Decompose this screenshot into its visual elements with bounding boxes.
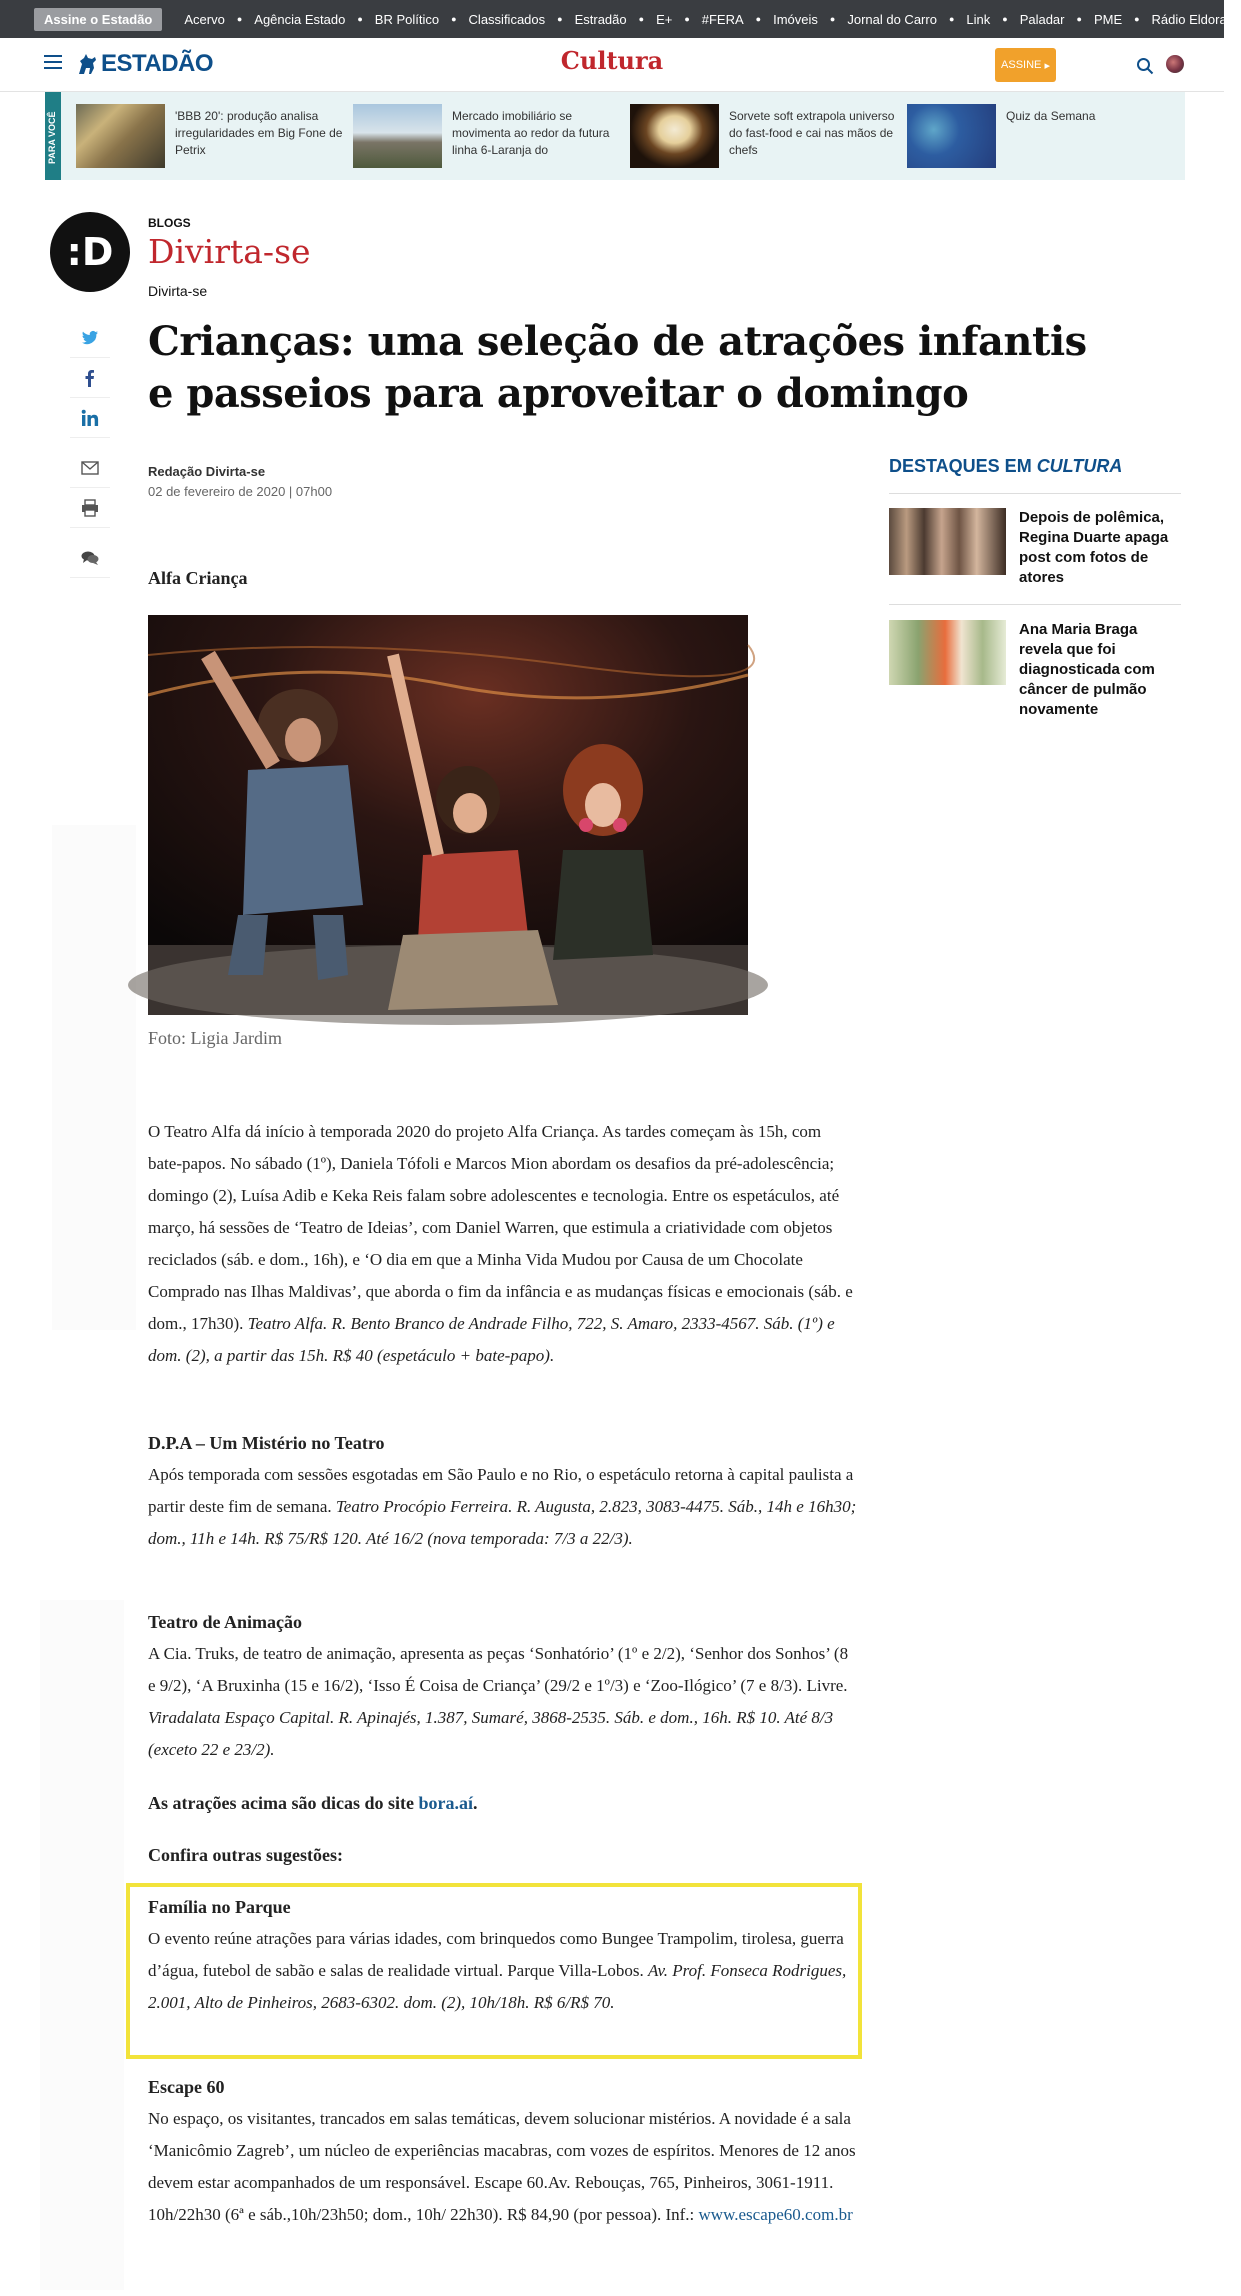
separator-dot: ● xyxy=(684,14,690,24)
blogs-label: BLOGS xyxy=(148,216,191,230)
separator-dot: ● xyxy=(1076,14,1082,24)
site-header xyxy=(0,38,1224,92)
sidebar-title xyxy=(889,456,1122,477)
article-author[interactable]: Redação Divirta-se xyxy=(148,464,266,479)
paragraph-text: O evento reúne atrações para várias idades, com brinquedos como Bungee Trampolim, tirolesa, guerra d’água, futebol de sabão e salas de realidade virtual. Parque Villa-Lobos. xyxy=(148,1929,844,1980)
network-link[interactable]: BR Político xyxy=(374,11,440,27)
sidebar-story[interactable] xyxy=(889,508,1181,598)
article-paragraph xyxy=(148,1427,858,1555)
thumbnail-image xyxy=(889,620,1006,685)
separator-dot: ● xyxy=(236,14,243,24)
article-paragraph xyxy=(148,1787,858,1820)
top-network-bar xyxy=(0,0,1241,38)
envelope-icon xyxy=(80,458,100,478)
twitter-icon xyxy=(80,328,100,348)
para-voce-item-text: Sorvete soft extrapola universo do fast-food e cai nas mãos de chefs xyxy=(729,109,895,157)
article-photo xyxy=(148,615,748,1015)
search-icon[interactable] xyxy=(1136,57,1154,75)
separator-dot: ● xyxy=(1134,14,1140,24)
article-date: 02 de fevereiro de 2020 | 07h00 xyxy=(148,484,333,499)
network-link[interactable]: Paladar xyxy=(1019,11,1065,27)
article-headline: Crianças: uma seleção de atrações infantis e passeios para aproveitar o domingo xyxy=(148,318,1087,417)
section-heading: D.P.A – Um Mistério no Teatro xyxy=(148,1433,385,1453)
thumbnail-image xyxy=(630,104,719,168)
network-link[interactable]: #FERA xyxy=(701,11,744,27)
bora-ai-link[interactable]: bora.aí xyxy=(418,1793,473,1813)
ad-placeholder xyxy=(52,825,136,1330)
photo-caption: Foto: Ligia Jardim xyxy=(148,1028,282,1048)
para-voce-item-text: 'BBB 20': produção analisa irregularidades em Big Fone de Petrix xyxy=(175,109,343,157)
blog-logo[interactable]: :D xyxy=(50,212,130,292)
paragraph-text: As atrações acima são dicas do site xyxy=(148,1793,419,1813)
paragraph-text: Após temporada com sessões esgotadas em São Paulo e no Rio, o espetáculo retorna à capital paulista a partir deste fim de semana. xyxy=(148,1465,854,1516)
linkedin-icon xyxy=(80,408,100,428)
separator-dot: ● xyxy=(1002,14,1008,24)
network-link[interactable]: Link xyxy=(966,11,991,27)
event-info: Teatro Alfa. R. Bento Branco de Andrade Filho, 722, S. Amaro, 2333-4567. Sáb. (1º) e dom. (2), a partir das 15h. R$ 40 (espetáculo + bate-papo). xyxy=(148,1314,835,1365)
subscribe-label: ASSINE xyxy=(1001,59,1042,71)
twitter-share-button[interactable] xyxy=(70,318,110,358)
linkedin-share-button[interactable] xyxy=(70,398,110,438)
network-link[interactable]: Acervo xyxy=(184,11,225,27)
thumbnail-image xyxy=(907,104,996,168)
separator-dot: ● xyxy=(948,14,955,24)
para-voce-tab xyxy=(45,92,61,180)
facebook-icon xyxy=(80,368,100,388)
article-paragraph xyxy=(148,1116,858,1372)
separator-dot: ● xyxy=(557,14,563,24)
network-link[interactable]: PME xyxy=(1093,11,1123,27)
network-link[interactable]: Estradão xyxy=(574,11,627,27)
separator-dot: ● xyxy=(451,14,457,24)
separator-dot: ● xyxy=(638,14,645,24)
comments-button[interactable] xyxy=(70,538,110,578)
separator-dot: ● xyxy=(357,14,363,24)
paragraph-text: No espaço, os visitantes, trancados em salas temáticas, devem solucionar mistérios. A novidade é a sala ‘Manicômio Zagreb’, um núcleo de experiências macabras, com vozes de espíritos. Menores de 12 anos devem estar acompanhados de um responsável. Escape 60.Av. Rebouças, 765, Pinheiros, 3061-1911. 10h/22h30 (6ª e sáb.,10h/23h50; dom., 10h/ 22h30). R$ 84,90 (por pessoa). Inf.: xyxy=(148,2109,856,2224)
user-avatar-icon[interactable] xyxy=(1166,55,1184,73)
sidebar-title-prefix: DESTAQUES EM xyxy=(889,456,1037,476)
thumbnail-image xyxy=(889,508,1006,575)
network-link[interactable]: Jornal do Carro xyxy=(847,11,937,27)
network-link[interactable]: E+ xyxy=(656,11,673,27)
share-bar xyxy=(70,318,110,578)
paragraph-text: A Cia. Truks, de teatro de animação, apresenta as peças ‘Sonhatório’ (1º e 2/2), ‘Senhor dos Sonhos’ (8 e 9/2), ‘A Bruxinha (15 e 16/2), ‘Isso É Coisa de Criança’ (29/2 e 1º/3) e ‘Zoo-Ilógico’ (7 e 8/3). Livre. xyxy=(148,1644,849,1695)
event-info: Av. Prof. Fonseca Rodrigues, 2.001, Alto de Pinheiros, 2683-6302. dom. (2), 10h/18h. R$ 6/R$ 70. xyxy=(148,1961,847,2012)
blog-subtitle: Divirta-se xyxy=(148,283,208,299)
divider xyxy=(889,604,1181,605)
printer-icon xyxy=(80,498,100,518)
paragraph-text: O Teatro Alfa dá início à temporada 2020 do projeto Alfa Criança. As tardes começam às 15h, com bate-papos. No sábado (1º), Daniela Tófoli e Marcos Mion abordam os desafios da pré-adolescência; domingo (2), Luísa Adib e Keka Reis falam sobre adolescentes e tecnologia. Entre os espetáculos, até março, há sessões de ‘Teatro de Ideias’, com Daniel Warren, que estimula a criatividade com objetos reciclados (sáb. e dom., 16h), e ‘O dia em que a Minha Vida Mudou por Causa de um Chocolate Comprado nas Ilhas Maldivas’, que aborda o fim da infância e as mudanças físicas e emocionais (sáb. e dom., 17h30). xyxy=(148,1122,853,1333)
para-voce-item[interactable] xyxy=(907,104,1177,168)
network-link[interactable]: Agência Estado xyxy=(254,11,346,27)
network-links xyxy=(184,12,1241,27)
section-heading: Confira outras sugestões: xyxy=(148,1845,343,1865)
article-paragraph xyxy=(148,1891,858,2019)
section-heading-text: Alfa Criança xyxy=(148,568,248,588)
para-voce-item-text: Mercado imobiliário se movimenta ao redor da futura linha 6-Laranja do xyxy=(452,109,610,157)
escape60-link[interactable]: www.escape60.com.br xyxy=(698,2205,853,2224)
event-info: Teatro Procópio Ferreira. R. Augusta, 2.823, 3083-4475. Sáb., 14h e 16h30; dom., 11h e 14h. R$ 75/R$ 120. Até 16/2 (nova temporada: 7/3 a 22/3). xyxy=(148,1497,857,1548)
sidebar-story-title: Depois de polêmica, Regina Duarte apaga post com fotos de atores xyxy=(1019,509,1169,586)
ad-placeholder xyxy=(40,1600,124,2290)
section-title[interactable]: Cultura xyxy=(560,46,664,75)
network-link[interactable]: Imóveis xyxy=(773,11,818,27)
event-info: Viradalata Espaço Capital. R. Apinajés, 1.387, Sumaré, 3868-2535. Sáb. e dom., 16h. R$ 10. Até 8/3 (exceto 22 e 23/2). xyxy=(148,1708,834,1759)
subscribe-estadao-link[interactable]: Assine o Estadão xyxy=(34,8,162,31)
para-voce-label: PARA VOCÊ xyxy=(47,111,57,164)
divider xyxy=(889,493,1181,494)
thumbnail-image xyxy=(76,104,165,168)
sidebar-title-section: CULTURA xyxy=(1036,456,1123,476)
sidebar-story[interactable] xyxy=(889,620,1181,730)
section-heading: Escape 60 xyxy=(148,2077,225,2097)
para-voce-item[interactable] xyxy=(353,104,633,168)
email-share-button[interactable] xyxy=(70,448,110,488)
separator-dot: ● xyxy=(755,14,762,24)
article-paragraph xyxy=(148,1839,858,1872)
thumbnail-image xyxy=(353,104,442,168)
facebook-share-button[interactable] xyxy=(70,358,110,398)
network-link[interactable]: Classificados xyxy=(468,11,546,27)
section-heading: Família no Parque xyxy=(148,1897,291,1917)
sidebar-story-title: Ana Maria Braga revela que foi diagnosticada com câncer de pulmão novamente xyxy=(1019,621,1155,718)
para-voce-item[interactable] xyxy=(76,104,356,168)
article-paragraph xyxy=(148,2071,858,2231)
caret-right-icon: ▸ xyxy=(1044,59,1050,72)
section-heading: Teatro de Animação xyxy=(148,1612,303,1632)
para-voce-item-text: Quiz da Semana xyxy=(1006,109,1096,123)
chat-bubbles-icon xyxy=(80,548,100,568)
network-link[interactable]: Rádio Eldorado xyxy=(1151,11,1241,27)
section-heading xyxy=(148,562,858,595)
para-voce-item[interactable] xyxy=(630,104,910,168)
article-paragraph xyxy=(148,1606,858,1766)
subscribe-button[interactable] xyxy=(995,48,1056,82)
para-voce-strip xyxy=(45,92,1185,180)
blog-name[interactable]: Divirta-se xyxy=(148,232,311,271)
paragraph-text: . xyxy=(472,1793,478,1813)
print-button[interactable] xyxy=(70,488,110,528)
separator-dot: ● xyxy=(829,14,836,24)
logo-text: ESTADÃO xyxy=(101,50,214,77)
